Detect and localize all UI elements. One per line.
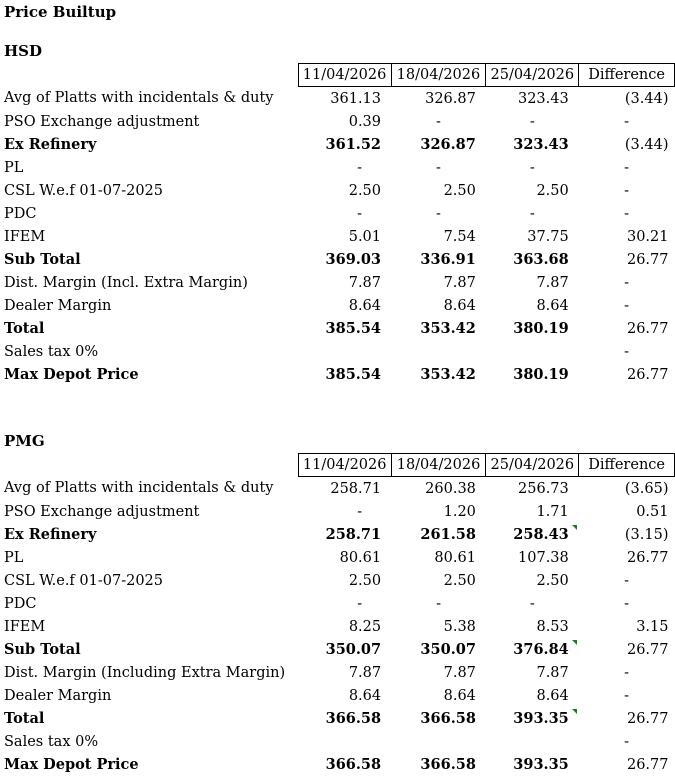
value-cell: 350.07 xyxy=(420,641,476,658)
table-row xyxy=(0,202,675,225)
value-cell: 7.87 xyxy=(443,664,476,681)
value-cell: - xyxy=(357,205,363,222)
header-date: 18/04/2026 xyxy=(391,454,486,477)
value-cell: 366.58 xyxy=(325,756,382,773)
value-cell: 350.07 xyxy=(325,641,382,658)
difference-cell: 0.51 xyxy=(636,503,669,520)
value-cell: 2.50 xyxy=(536,182,569,199)
value-cell: 1.71 xyxy=(536,503,569,520)
value-cell: 8.64 xyxy=(536,687,569,704)
value-cell: 8.64 xyxy=(443,687,476,704)
value-cell: 366.58 xyxy=(420,756,476,773)
value-cell: 8.64 xyxy=(443,297,476,314)
table-row xyxy=(0,730,675,753)
row-label: PL xyxy=(4,159,24,176)
value-cell: 7.87 xyxy=(536,274,569,291)
table-row xyxy=(0,340,675,363)
row-label: Sub Total xyxy=(4,251,81,268)
table-row xyxy=(0,225,675,248)
value-cell: 1.20 xyxy=(443,503,476,520)
value-cell: 380.19 xyxy=(513,366,569,383)
value-cell: 5.01 xyxy=(348,228,382,245)
row-label: PL xyxy=(4,549,24,566)
table-header-row xyxy=(0,454,675,477)
table-row xyxy=(0,156,675,179)
value-cell xyxy=(486,340,579,363)
row-label: Dist. Margin (Including Extra Margin) xyxy=(4,664,286,681)
row-label: Ex Refinery xyxy=(4,526,97,543)
difference-cell: 26.77 xyxy=(626,320,669,337)
row-label: Dealer Margin xyxy=(4,297,112,314)
value-cell: 353.42 xyxy=(420,366,476,383)
value-cell: 258.71 xyxy=(330,480,382,497)
row-label: Dist. Margin (Incl. Extra Margin) xyxy=(4,274,248,291)
value-cell: 326.87 xyxy=(425,90,476,107)
value-cell: 366.58 xyxy=(325,710,382,727)
value-cell: 8.64 xyxy=(536,297,569,314)
row-label: Max Depot Price xyxy=(4,756,139,773)
table-row xyxy=(0,523,675,546)
table-row xyxy=(0,317,675,340)
difference-cell: - xyxy=(624,159,630,176)
value-cell: 37.75 xyxy=(527,228,569,245)
header-difference: Difference xyxy=(579,454,675,477)
difference-cell: - xyxy=(624,182,630,199)
row-label: Sub Total xyxy=(4,641,81,658)
table-row xyxy=(0,661,675,684)
table-row xyxy=(0,615,675,638)
row-label: Avg of Platts with incidentals & duty xyxy=(4,90,274,107)
difference-cell: (3.44) xyxy=(624,136,669,153)
value-cell xyxy=(391,340,486,363)
value-cell: 361.52 xyxy=(325,136,382,153)
value-cell: 2.50 xyxy=(348,572,382,589)
row-label: PSO Exchange adjustment xyxy=(4,113,200,130)
value-cell: 7.87 xyxy=(348,664,382,681)
value-cell: 363.68 xyxy=(513,251,569,268)
row-label: Sales tax 0% xyxy=(4,733,99,750)
value-cell: - xyxy=(529,205,535,222)
value-cell: 5.38 xyxy=(443,618,476,635)
difference-cell: 26.77 xyxy=(626,549,669,566)
value-cell xyxy=(298,730,391,753)
table-row xyxy=(0,684,675,707)
value-cell: 336.91 xyxy=(420,251,476,268)
table-row xyxy=(0,294,675,317)
table-row xyxy=(0,363,675,386)
table-row xyxy=(0,569,675,592)
value-cell: 7.87 xyxy=(348,274,382,291)
value-cell: 2.50 xyxy=(443,572,476,589)
header-date: 25/04/2026 xyxy=(486,454,579,477)
value-cell: 8.64 xyxy=(348,687,382,704)
header-date: 11/04/2026 xyxy=(298,454,391,477)
value-cell: - xyxy=(357,503,363,520)
value-cell: 8.25 xyxy=(348,618,382,635)
value-cell: 366.58 xyxy=(420,710,476,727)
value-cell xyxy=(391,730,486,753)
row-label: Dealer Margin xyxy=(4,687,112,704)
row-label: PDC xyxy=(4,595,37,612)
value-cell: 80.61 xyxy=(339,549,382,566)
hsd-section-label: HSD xyxy=(4,42,43,60)
difference-cell: (3.65) xyxy=(624,480,669,497)
difference-cell: 30.21 xyxy=(626,228,669,245)
difference-cell: - xyxy=(624,343,630,360)
table-row xyxy=(0,707,675,730)
value-cell: 2.50 xyxy=(443,182,476,199)
value-cell: 260.38 xyxy=(425,480,476,497)
difference-cell: - xyxy=(624,274,630,291)
value-cell: - xyxy=(435,113,441,130)
value-cell: 258.43 xyxy=(486,523,579,546)
table-row xyxy=(0,500,675,523)
row-label: Avg of Platts with incidentals & duty xyxy=(4,480,274,497)
value-cell: 369.03 xyxy=(325,251,382,268)
value-cell: 7.54 xyxy=(443,228,476,245)
table-row xyxy=(0,110,675,133)
value-cell: - xyxy=(529,159,535,176)
value-cell: 326.87 xyxy=(420,136,476,153)
row-label: IFEM xyxy=(4,228,46,245)
value-cell: 261.58 xyxy=(420,526,476,543)
row-label: PDC xyxy=(4,205,37,222)
difference-cell: 26.77 xyxy=(626,756,669,773)
table-row xyxy=(0,546,675,569)
header-date: 11/04/2026 xyxy=(298,64,391,87)
value-cell: 361.13 xyxy=(330,90,382,107)
value-cell: 385.54 xyxy=(325,320,382,337)
hsd-price-table xyxy=(0,63,675,386)
row-label: IFEM xyxy=(4,618,46,635)
value-cell: 256.73 xyxy=(518,480,569,497)
row-label: Total xyxy=(4,710,45,727)
value-cell: 8.53 xyxy=(536,618,569,635)
row-label: Ex Refinery xyxy=(4,136,97,153)
table-row xyxy=(0,477,675,501)
difference-cell: 26.77 xyxy=(626,710,669,727)
value-cell: 2.50 xyxy=(348,182,382,199)
row-label: Max Depot Price xyxy=(4,366,139,383)
difference-cell: 3.15 xyxy=(636,618,669,635)
value-cell: 376.84 xyxy=(486,638,579,661)
table-row xyxy=(0,133,675,156)
table-header-row xyxy=(0,64,675,87)
value-cell xyxy=(486,730,579,753)
value-cell: - xyxy=(435,159,441,176)
row-label: PSO Exchange adjustment xyxy=(4,503,200,520)
header-spacer xyxy=(0,454,298,477)
table-row xyxy=(0,592,675,615)
page-title: Price Builtup xyxy=(4,3,117,21)
pmg-section-label: PMG xyxy=(4,432,45,450)
value-cell: - xyxy=(529,595,535,612)
value-cell: 7.87 xyxy=(536,664,569,681)
value-cell: 323.43 xyxy=(517,90,569,107)
value-cell: - xyxy=(435,205,441,222)
difference-cell: (3.15) xyxy=(624,526,669,543)
header-date: 25/04/2026 xyxy=(486,64,579,87)
difference-cell: - xyxy=(624,664,630,681)
difference-cell: - xyxy=(624,595,630,612)
value-cell: 0.39 xyxy=(348,113,382,130)
value-cell: 7.87 xyxy=(443,274,476,291)
value-cell xyxy=(298,340,391,363)
row-label: CSL W.e.f 01-07-2025 xyxy=(4,572,164,589)
table-row xyxy=(0,271,675,294)
difference-cell: 26.77 xyxy=(626,251,669,268)
difference-cell: - xyxy=(624,113,630,130)
value-cell: 385.54 xyxy=(325,366,382,383)
row-label: Total xyxy=(4,320,45,337)
value-cell: 258.71 xyxy=(325,526,382,543)
value-cell: 80.61 xyxy=(434,549,476,566)
difference-cell: - xyxy=(624,687,630,704)
value-cell: 393.35 xyxy=(486,707,579,730)
difference-cell: 26.77 xyxy=(626,366,669,383)
difference-cell: - xyxy=(624,733,630,750)
value-cell: - xyxy=(436,595,441,612)
value-cell: - xyxy=(357,595,363,612)
value-cell: 393.35 xyxy=(513,756,569,773)
value-cell: - xyxy=(357,159,363,176)
row-label: Sales tax 0% xyxy=(4,343,99,360)
difference-cell: (3.44) xyxy=(624,90,669,107)
difference-cell: - xyxy=(624,297,630,314)
value-cell: - xyxy=(529,113,535,130)
table-row xyxy=(0,87,675,111)
value-cell: 380.19 xyxy=(513,320,569,337)
row-label: CSL W.e.f 01-07-2025 xyxy=(4,182,164,199)
difference-cell: 26.77 xyxy=(626,641,669,658)
table-row xyxy=(0,179,675,202)
value-cell: 107.38 xyxy=(518,549,569,566)
table-row xyxy=(0,753,675,776)
value-cell: 353.42 xyxy=(420,320,476,337)
header-date: 18/04/2026 xyxy=(391,64,486,87)
value-cell: 323.43 xyxy=(513,136,569,153)
header-difference: Difference xyxy=(579,64,675,87)
value-cell: 8.64 xyxy=(348,297,382,314)
difference-cell: - xyxy=(624,572,630,589)
table-row xyxy=(0,638,675,661)
value-cell: 2.50 xyxy=(536,572,569,589)
pmg-price-table xyxy=(0,453,675,776)
header-spacer xyxy=(0,64,298,87)
table-row xyxy=(0,248,675,271)
difference-cell: - xyxy=(624,205,630,222)
